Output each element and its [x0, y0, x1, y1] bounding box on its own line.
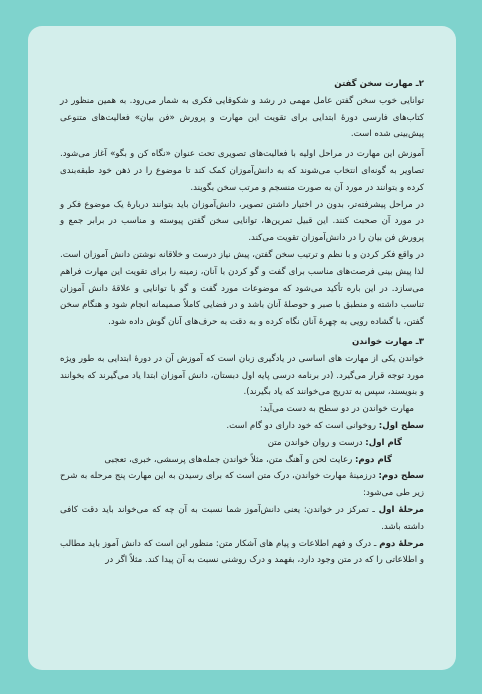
- step-two-text: رعایت لحن و آهنگ متن، مثلاً خواندن جمله‌های پرسشی، خبری، تعجبی: [104, 454, 353, 465]
- section-heading-reading: ۳ـ مهارت خواندن: [351, 336, 424, 347]
- level-two: [60, 468, 424, 502]
- stage-one: [60, 502, 424, 536]
- stage-one-text: ـ تمرکز در خواندن: یعنی دانش‌آموز شما نسبت به آن چه که می‌خواند باید دقت کافی داشته باشد.: [60, 504, 424, 532]
- level-two-label: سطح دوم:: [378, 471, 425, 482]
- step-one-label: گام اول:: [365, 437, 402, 448]
- step-one: [60, 435, 424, 452]
- stage-two: [60, 536, 424, 570]
- section-heading-speaking: ۲ـ مهارت سخن گفتن: [334, 79, 424, 89]
- level-one: [60, 418, 424, 435]
- stage-two-text: ـ درک و فهم اطلاعات و پیام های آشکار متن: منظور این است که دانش آموز باید مطالب و اطلاعاتی را که در متن وجود دارد، بفهمد و درک روشنی نسبت به آن پیدا کند. مثلاً اگر در: [60, 538, 424, 566]
- stage-two-label: مرحلهٔ دوم: [379, 538, 425, 549]
- step-two-label: گام دوم:: [354, 454, 392, 465]
- step-one-text: درست و روان خواندن متن: [267, 437, 363, 448]
- paragraph: مهارت خواندن در دو سطح به دست می‌آید:: [259, 404, 414, 415]
- paragraph: در واقع فکر کردن و با نظم و ترتیب سخن گفتن، پیش نیاز درست و خلاقانه نوشتن دانش آموزان است. لذا پیش بینی فرصت‌های مناسب برای گفت و گو کردن با آنان، زمینه را برای تقویت این مهارت فراهم می‌سازد. در این باره تأکید می‌شود که موضوعات مورد گفت و گو با توانایی و علاقهٔ دانش آموزان تناسب داشته و منطبق با صبر و حوصلهٔ آنان باشد و در فضایی کاملاً صمیمانه انجام شود و هنگام سخن گفتن، با گشاده رویی به چهرهٔ آنان نگاه کرده و به دقت به حرف‌های آنان گوش داده شود.: [60, 249, 424, 328]
- paragraph: در مراحل پیشرفته‌تر، بدون در اختیار داشتن تصویر، دانش‌آموزان باید بتوانند دربارهٔ یک موضوع فکر و در مورد آن صحبت کنند. این قبیل تمرین‌ها، توانایی سخن گفتن پیوسته و مناسب در برابر جمع و پرورش فن بیان را در دانش‌آموزان تقویت می‌کند.: [60, 199, 424, 244]
- step-two: [60, 452, 424, 469]
- level-one-text: روخوانی است که خود دارای دو گام است.: [226, 420, 377, 431]
- page-content: [28, 26, 456, 670]
- paragraph: توانایی خوب سخن گفتن عامل مهمی در رشد و شکوفایی فکری به شمار می‌رود. به همین منظور در کتاب‌های فارسی دورهٔ ابتدایی برای تقویت این مهارت و پرورش «فن بیان» فعالیت‌های متنوعی پیش‌بینی شده است.: [60, 95, 424, 140]
- paragraph: خواندن یکی از مهارت های اساسی در یادگیری زبان است که آموزش آن در دورهٔ ابتدایی به طور ویژه مورد توجه قرار می‌گیرد. (در برنامه درسی پایه اول دبستان، دانش آموزان ابتدا یاد می‌گیرند که بخوانند و بنویسند، سپس به تدریج می‌خوانند که یاد بگیرند).: [60, 353, 424, 398]
- paragraph: آموزش این مهارت در مراحل اولیه با فعالیت‌های تصویری تحت عنوان «نگاه کن و بگو» آغاز می‌شود. تصاویر به گونه‌ای انتخاب می‌شوند که به دانش‌آموزان کمک کند تا موضوع را در ذهن خود طبقه‌بندی کرده و بتوانند در مورد آن به صورت منسجم و مرتب سخن بگویند.: [60, 149, 424, 193]
- level-two-text: درزمینهٔ مهارت خواندن، درک متن است که برای رسیدن به این مهارت پنج مرحله به شرح زیر طی می‌شود:: [60, 471, 424, 499]
- level-one-label: سطح اول:: [378, 420, 424, 431]
- stage-one-label: مرحلهٔ اول: [378, 504, 425, 515]
